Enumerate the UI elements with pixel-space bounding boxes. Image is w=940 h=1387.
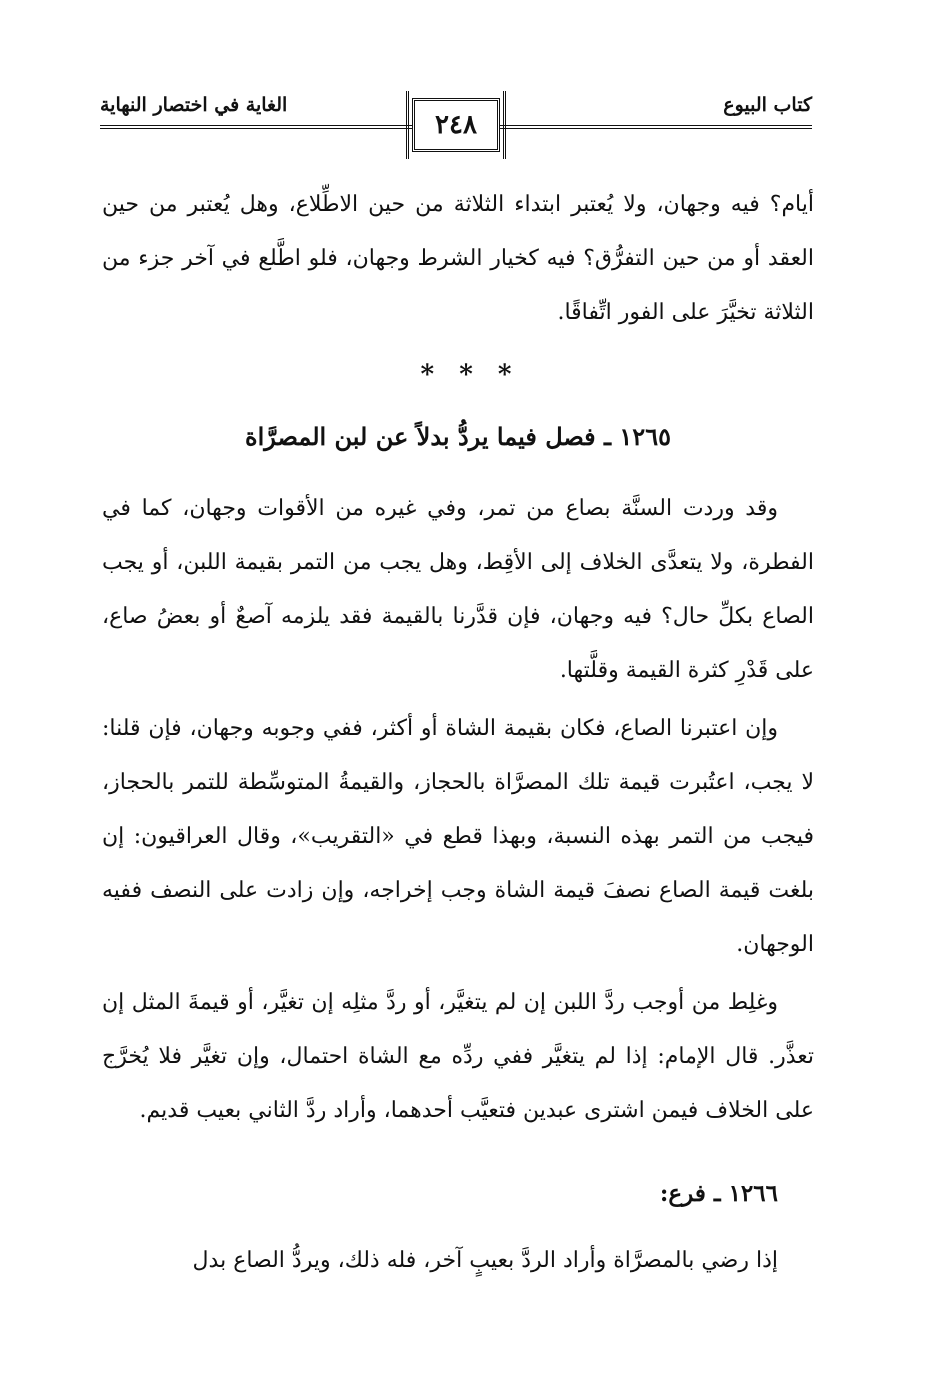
page-header xyxy=(100,90,812,160)
section-heading: ١٢٦٥ ـ فصل فيما يردُّ بدلاً عن لبن المصرَّاة xyxy=(245,422,671,451)
paragraph-2: وقد وردت السنَّة بصاع من تمر، وفي غيره من الأقوات وجهان، كما في الفطرة، ولا يتعدَّى الخلاف إلى الأقِط، وهل يجب من التمر بقيمة اللبن، أو يجب الصاع بكلِّ حال؟ فيه وجهان، فإن قدَّرنا بالقيمة فقد يلزمه آصعٌ أو بعضُ صاع، على قَدْرِ كثرة القيمة وقلَّتها. xyxy=(102,496,814,683)
section-body xyxy=(102,482,814,1138)
sub-body xyxy=(102,1234,814,1288)
page-number: ٢٤٨ xyxy=(412,98,500,152)
section-separator: * * * xyxy=(420,360,520,390)
paragraph-3: وإن اعتبرنا الصاع، فكان بقيمة الشاة أو أكثر، ففي وجوبه وجهان، فإن قلنا: لا يجب، اعتُبرت قيمة تلك المصرَّاة بالحجاز، والقيمةُ المتوسِّطة للتمر بالحجاز، فيجب من التمر بهذه النسبة، وبهذا قطع في «التقريب»، وقال العراقيون: إن بلغت قيمة الصاع نصفَ قيمة الشاة وجب إخراجه، وإن زادت على النصف ففيه الوجهان. xyxy=(102,716,814,957)
paragraph-continuation xyxy=(102,178,814,340)
paragraph-1: أيام؟ فيه وجهان، ولا يُعتبر ابتداء الثلاثة من حين الاطِّلاع، وهل يُعتبر من حين العقد أو من حين التفرُّق؟ فيه كخيار الشرط وجهان، فلو اطَّلع في آخر جزء من الثلاثة تخيَّرَ على الفور اتِّفاقًا. xyxy=(102,192,814,325)
header-rule-right xyxy=(500,125,812,129)
paragraph-5: إذا رضي بالمصرَّاة وأراد الردَّ بعيبٍ آخر، فله ذلك، ويردُّ الصاع بدل xyxy=(192,1248,778,1273)
paragraph-4: وغلِط من أوجب ردَّ اللبن إن لم يتغيَّر، أو ردَّ مثلِه إن تغيَّر، أو قيمةَ المثل إن تعذَّر. قال الإمام: إذا لم يتغيَّر ففي ردِّه مع الشاة احتمال، وإن تغيَّر فلا يُخرَّج على الخلاف فيمن اشترى عبدين فتعيَّب أحدهما، وأراد ردَّ الثاني بعيب قديم. xyxy=(102,990,814,1123)
sub-heading: ١٢٦٦ ـ فرع: xyxy=(659,1180,778,1207)
header-rule-left xyxy=(100,125,412,129)
chapter-title: كتاب البيوع xyxy=(723,94,812,116)
book-title: الغاية في اختصار النهاية xyxy=(100,94,288,116)
